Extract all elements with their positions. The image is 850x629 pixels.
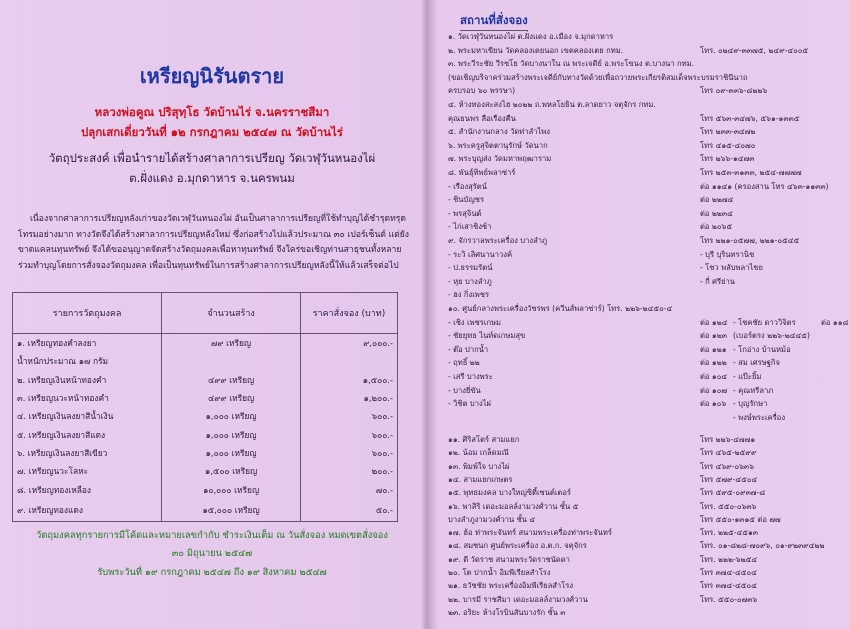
location-text: - ฤทธิ์ ๒๒ (448, 358, 480, 368)
location-line (448, 220, 848, 233)
quantity-cell: ๑,๐๐๐ เหรียญ (162, 425, 301, 443)
location-text: ๖. พระครูสุจิตตานุรักษ์ วัดนาก (448, 140, 548, 150)
quantity-cell: ๗๙ เหรียญ (162, 334, 301, 353)
location-text: ๔. ห้างทองสะสงไฮ ๒๐๒๒ ถ.พหลโยธิน ต.ลาดยาว จตุจักร กทม. (448, 100, 656, 109)
location-text: - ระวิ เลิศนานาวงค์ (448, 249, 513, 259)
left-page (0, 0, 424, 629)
location-text: ๑๕. พุทธมงคล บางใหญ่ซิตี้เซนต์เตอร์ (448, 488, 572, 498)
table-row (13, 425, 398, 443)
location-text: ๑๑. ศิริสโตร์ สามแยก (448, 435, 520, 444)
location-phone: โทร. ๐๑-๘๒๘-๗๐๙๖, ๐๑-๙๒๓๙๔๒๒ (700, 541, 825, 551)
table-header-row (13, 293, 398, 334)
table-row (13, 407, 398, 425)
location-line (448, 433, 848, 446)
item-cell: ๖. เหรียญเงินลงยาสีเขียว (13, 444, 162, 462)
location-text: ๒๑. ธวัชชัย พระเครื่องอิมพีเรียลสำโรง (448, 581, 574, 591)
order-locations-title: สถานที่สั่งจอง (460, 12, 528, 31)
subtitle-line-1: หลวงพ่อคูณ ปริสุทฺโธ วัดบ้านไร่ จ.นครราชสีมา (94, 105, 330, 119)
location-line (448, 139, 848, 152)
location-phone: โทร ๒๒๑-๐๕๗๗, ๒๒๑-๐๕๔๕ (700, 236, 800, 245)
location-line (448, 356, 848, 369)
location-line (448, 411, 848, 424)
location-phone: โทร. ๕๕๐-๐๗๓๖ (700, 594, 758, 604)
location-phone: โทร ๔๑๕-๔๐๗๐ (700, 140, 756, 150)
location-text: ๑๗. ฮ้อ ท่าพระจันทร์ สนามพระเครื่องท่าพระจันทร์ (448, 528, 612, 538)
item-cell: ๔. เหรียญเงินลงยาสีน้ำเงิน (13, 407, 162, 425)
footnote-line-2: ๓๐ มิถุนายน ๒๕๔๗ (171, 548, 253, 559)
footnote-line-1: วัตถุมงคลทุกรายการมีโค้ดและหมายเลขกำกับ ชำระเงินเต็ม ณ วันสั่งจอง หมดเขตสั่งจอง (36, 530, 388, 541)
location-text: ๑๒. น้อม เกล็ดมณี (448, 448, 509, 458)
table-row (13, 499, 398, 522)
quantity-cell: ๑,๐๐๐ เหรียญ (162, 407, 301, 425)
location-text: - เรืองสุรัตน์ (448, 181, 487, 191)
location-phone: ต่อ ๒๐๖๕ (700, 222, 733, 232)
location-phone: โทร ๕๗๙-๔๕๐๔ (700, 474, 758, 484)
location-text: - ไก่เสาชิงช้า (448, 222, 492, 232)
location-extra: - โชคชัย ดาววิจิตร (733, 317, 796, 327)
table-row (13, 352, 398, 370)
item-cell: ๕. เหรียญเงินลงยาสีแดง (13, 425, 162, 443)
location-text: คุณธนพร ลือเรืองคืน (448, 113, 516, 123)
location-line (448, 302, 848, 315)
table-row (13, 389, 398, 407)
purpose-line-2: ต.ฝั่งแดง อ.มุกดาหาร จ.นครพนม (129, 171, 295, 185)
location-text: - เสรี บางพระ (448, 372, 493, 381)
location-phone: - บุรี บุรินทรานิช (700, 249, 755, 259)
location-line (448, 460, 848, 473)
location-phone: - โชว พลับพลาไชย (700, 263, 763, 273)
location-line (448, 397, 848, 410)
location-line (448, 71, 848, 84)
amulet-price-table (12, 292, 398, 522)
subtitle-line-2: ปลุกเสกเดี่ยววันที่ ๑๒ กรกฎาคม ๒๕๔๗ ณ วัดบ้านไร่ (81, 125, 343, 139)
location-line (448, 166, 848, 179)
price-cell: ๖๐๐.- (300, 444, 397, 462)
location-text: ๑๔. สามแยกเกษตร (448, 474, 513, 484)
location-phone: ต่อ ๑๒๑ (700, 344, 727, 354)
location-line (448, 98, 848, 111)
price-cell: ๖๐๐.- (300, 425, 397, 443)
item-cell: ๘. เหรียญทองเหลือง (13, 480, 162, 498)
price-cell (300, 352, 397, 370)
location-phone: โทร ๔๖๙-๐๖๓๖ (700, 461, 754, 471)
location-text: ๗. พระบุญส่ง วัดมหาพฤฒาราม (448, 154, 552, 164)
location-text: ๓. พระวีระชัย วีรชโย วัดบางนาใน ณ พระเจดีย์ อ.พระโขนง ต.บางนา กทม. (448, 59, 695, 69)
location-text: - ป.ธรรมรัตน์ (448, 263, 493, 273)
location-phone: โทร ๕๕๐-๑๓๑๕ ต่อ ๗๗ (700, 514, 781, 524)
location-phone: โทร. ๒๒๕-๔๕๑๓ (700, 528, 758, 538)
location-line (448, 566, 848, 579)
location-text: - บางยี่ขัน (448, 385, 481, 395)
location-text: - หุย บางลำภู (448, 276, 492, 286)
location-phone: ต่อ ๑๒๒ (700, 358, 727, 368)
location-line (448, 593, 848, 606)
location-line (448, 180, 848, 193)
location-phone: ต่อ ๒๒๓๔ (700, 208, 733, 218)
location-line (448, 446, 848, 459)
table-row (13, 334, 398, 353)
location-line (448, 30, 848, 43)
location-line (448, 606, 848, 619)
location-phone: ต่อ ๑๐๔ (700, 372, 728, 381)
item-cell: น้ำหนักประมาณ ๑๗ กรัม (13, 352, 162, 370)
location-phone: ต่อ ๑๐๖ (700, 399, 727, 409)
location-extra: - แป๊ะยิ้ม (733, 372, 762, 381)
location-extra: - บุญรักษา (733, 399, 768, 409)
price-cell: ๙,๐๐๐.- (300, 334, 397, 353)
item-cell: ๒. เหรียญเงินหน้าทองคำ (13, 371, 162, 389)
location-phone: โทร ๕๖๓-๓๔๗๖, ๕๖๑-๑๓๓๕ (700, 113, 800, 123)
location-text: ๑. วัดเวฬุวันหนองไผ่ ต.ฝั่งแดง อ.เมือง จ.มุกดาหาร (448, 32, 614, 41)
table-row (13, 444, 398, 462)
location-phone: โทร ๒๖๖-๑๔๗๓ (700, 154, 755, 164)
location-phone: โทร ๒๓๓-๓๔๗๒ (700, 127, 756, 137)
location-text: (ขอเชิญบริจาคร่วมสร้างพระเจดีย์กับทางวัดด้วยเพื่อถวายพระเกียรติสมเด็จพระบรมราชินีนาถ (448, 72, 748, 82)
location-phone: โทร ๓๗๔-๔๕๐๔ (700, 581, 757, 591)
footnote-line-3: รับพระวันที่ ๑๙ กรกฎาคม ๒๕๔๗ ถึง ๑๙ สิงหาคม ๒๕๔๗ (97, 567, 327, 578)
col-header-price: ราคาสั่งจอง (บาท) (300, 293, 397, 334)
location-text: ๘. พันธุ์ทิพย์พลาซ่าร์ (448, 168, 516, 177)
location-line (448, 207, 848, 220)
location-phone: ต่อ ๒๒๗๔ (700, 195, 734, 205)
price-cell: ๒๐๐.- (300, 462, 397, 480)
price-cell: ๗๐.- (300, 480, 397, 498)
intro-paragraph: เนื่องจากศาลาการเปรียญหลังเก่าของวัดเวฬุวันหนองไผ่ อันเป็นศาลาการเปรียญที่ใช้ทำบุญได้ชำรุดทรุดโทรมอย่างมาก ทางวัดจึงได้สร้างศาลาการเปรียญหลังใหม่ ซึ่งก่อสร้างไปแล้วประมาณ ๓๐ เปอร์เซ็นต์ แต่ยังขาดแคลนทุนทรัพย์ จึงได้ขออนุญาตจัดสร้างวัตถุมงคลเพื่อหาทุนทรัพย์ จึงใคร่ขอเชิญท่านสาธุชนทั้งหลายร่วมทำบุญโดยการสั่งจองวัตถุมงคล เพื่อเป็นทุนทรัพย์ในการสร้างศาลาการเปรียญหลังนี้ให้แล้วเสร็จต่อไป (18, 214, 409, 271)
location-text: - เชิง เพชรเกษม (448, 317, 502, 327)
item-cell: ๓. เหรียญนวะหน้าทองคำ (13, 389, 162, 407)
col-header-item: รายการวัตถุมงคล (13, 293, 162, 334)
location-line (448, 44, 848, 57)
location-phone: โทร ๕๙๕-๐๙๓๗-๘ (700, 488, 766, 498)
location-text: ๑๐. ศูนย์กลางพระเครื่องวัชรพร (ควีนส์พลาซ่าร์) โทร. ๒๒๖-๒๔๕๐-๔ (448, 304, 673, 313)
location-line (448, 370, 848, 383)
location-text: - วิชิต บางไผ่ (448, 399, 491, 409)
location-line (448, 112, 848, 125)
location-line (448, 57, 848, 70)
location-phone: โทร. ๕๕๐-๐๖๓๖ (700, 501, 757, 511)
location-phone: โทร. ๐๒๔๙-๓๓๗๕, ๒๔๙-๔๐๐๕ (700, 45, 809, 55)
location-phone: ต่อ ๑๐๗ (700, 385, 728, 395)
location-text: ๙. จักรวาลพระเครื่อง บางลำภู (448, 236, 548, 245)
location-text: ครบรอบ ๖๐ พรรษา) (448, 86, 516, 96)
location-line (448, 343, 848, 356)
location-extra: - พงษ์พระเครื่อง (733, 412, 786, 422)
brochure-title: เหรียญนิรันตราย (139, 64, 285, 88)
location-text: ๕. สำนักงานกลาง วัดท่าลำไพง (448, 127, 550, 137)
location-line (448, 553, 848, 566)
location-extra: (เบอร์ตรง ๒๒๖-๒๔๔๕) (733, 331, 810, 341)
location-phone: โทร ๓๗๔-๔๕๐๔ (700, 568, 757, 577)
location-line (448, 193, 848, 206)
location-text: ๑๘. สมชนก ศูนย์พระเครื่อง อ.ต.ก. จตุจักร (448, 541, 587, 551)
right-page (428, 0, 850, 629)
location-line (448, 84, 848, 97)
location-phone: โทร ๒๕๓-๓๑๓๓, ๒๕๔-๗๗๗๗ (700, 168, 802, 177)
location-phone: โทร ๒๒๖-๔๗๗๑ (700, 435, 756, 444)
item-cell: ๗. เหรียญนวะโลหะ (13, 462, 162, 480)
location-line (448, 329, 848, 342)
location-extra: - โกอ่าง บ้านหม้อ (733, 344, 791, 354)
location-line (448, 316, 848, 329)
location-text: ๒๐. โต ปากน้ำ อิมพีเรียลสำโรง (448, 568, 551, 577)
location-text: - ชินบัญชร (448, 195, 485, 205)
purpose-line-1: วัตถุประสงค์ เพื่อนำรายได้สร้างศาลาการเปรียญ วัดเวฬุวันหนองไผ่ (48, 151, 376, 165)
location-text: บางลำภูงามวงศ์วาน ชั้น ๔ (448, 514, 536, 524)
price-cell: ๑,๒๐๐.- (300, 389, 397, 407)
table-body (13, 334, 398, 522)
location-text: ๑๓. พิมพ์ใจ บางไผ่ (448, 461, 510, 471)
location-line (448, 526, 848, 539)
quantity-cell: ๔๙๙ เหรียญ (162, 389, 301, 407)
price-cell: ๕๐.- (300, 499, 397, 522)
location-text: - พรสุจินต์ (448, 208, 482, 218)
location-text: ๑๙. ดี วัดราช สนามพระวัดราชนัดดา (448, 554, 570, 564)
location-text: - ฮง กิ่งเพชร (448, 290, 490, 300)
quantity-cell (162, 352, 301, 370)
location-line (448, 288, 848, 301)
quantity-cell: ๑,๐๐๐ เหรียญ (162, 444, 301, 462)
quantity-cell: ๑,๕๐๐ เหรียญ (162, 462, 301, 480)
location-text: ๒. พระมหาเขียน วัดคลองเตยนอก เขตคลองเตย กทม. (448, 45, 624, 55)
quantity-cell: ๑๕,๐๐๐ เหรียญ (162, 499, 301, 522)
location-phone: ต่อ ๑๒๓ (700, 331, 727, 341)
location-line (448, 486, 848, 499)
location-line (448, 125, 848, 138)
location-text: ๒๓. อริยะ ห้างโรบินสันบางรัก ชั้น ๓ (448, 607, 566, 617)
location-line (448, 500, 848, 513)
location-line (448, 248, 848, 261)
location-line (448, 152, 848, 165)
location-line (448, 234, 848, 247)
location-line (448, 513, 848, 526)
table-row (13, 480, 398, 498)
location-line (448, 384, 848, 397)
location-extra: - คุณหรีลาภ (733, 385, 774, 395)
location-text: ๑๖. พาสิริ เดอะมอลล์งามวงศ์วาน ชั้น ๕ (448, 501, 579, 511)
table-row (13, 462, 398, 480)
col-header-quantity: จำนวนสร้าง (162, 293, 301, 334)
price-cell: ๖๐๐.- (300, 407, 397, 425)
quantity-cell: ๑๐,๐๐๐ เหรียญ (162, 480, 301, 498)
location-phone: โทร. ๒๒๒-๖๒๕๔ (700, 554, 758, 564)
location-line (448, 579, 848, 592)
item-cell: ๑. เหรียญทองคำลงยา (13, 334, 162, 353)
location-line (448, 473, 848, 486)
location-line (448, 261, 848, 274)
location-phone: ต่อ ๑๒๔ (700, 317, 728, 327)
location-text: - ต๊อ ปากน้ำ (448, 344, 489, 354)
location-phone: - กี่ ศรีย่าน (700, 276, 735, 286)
location-line (448, 275, 848, 288)
location-extra: - สม เศรษฐกิจ (733, 358, 780, 368)
quantity-cell: ๔๙๙ เหรียญ (162, 371, 301, 389)
location-phone: โทร ๐๙-๓๓๖-๘๒๒๖ (700, 86, 768, 96)
price-cell: ๑,๕๐๐.- (300, 371, 397, 389)
location-text: - ชัยยุทธ ไนท์ดเกษมสุข (448, 331, 526, 341)
location-line (448, 539, 848, 552)
location-text: ๒๒. บารมี ราชสีมา เดอะมอลล์งามวงศ์วาน (448, 594, 588, 604)
location-extra-phone: ต่อ ๑๑๘ (821, 317, 848, 327)
location-phone: ต่อ ๑๑๔๑ (ครองสาน โทร ๔๖๓-๑๑๓๓) (700, 181, 829, 191)
item-cell: ๙. เหรียญทองแดง (13, 499, 162, 522)
table-row (13, 371, 398, 389)
location-phone: โทร ๔๖๕-๒๕๙๙ (700, 448, 757, 458)
